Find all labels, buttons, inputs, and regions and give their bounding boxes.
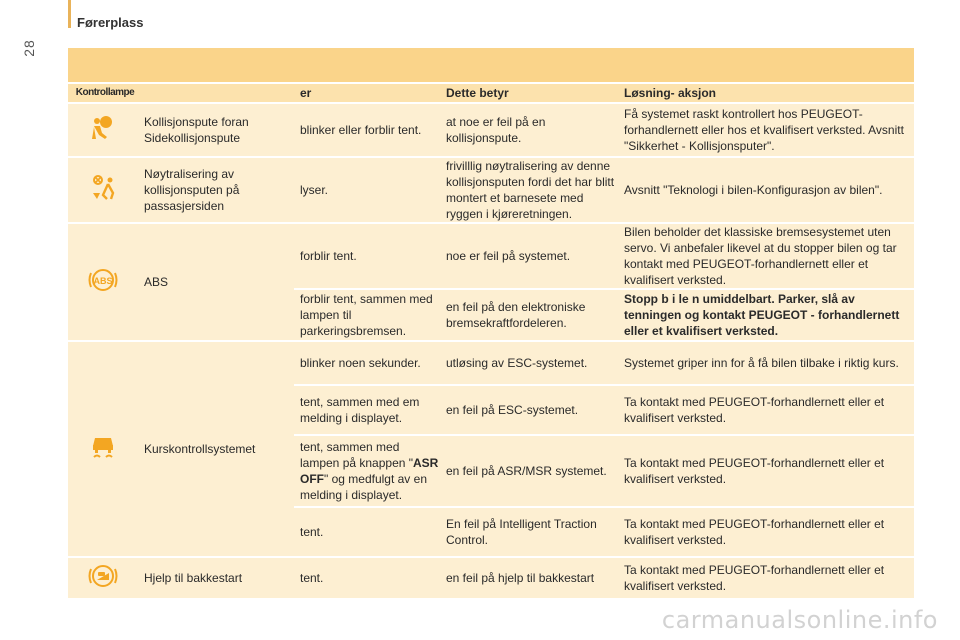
lamp-solution: Ta kontakt med PEUGEOT-forhandlernett eller et kvalifisert verksted.: [618, 558, 914, 598]
lamp-name: Hjelp til bakkestart: [138, 558, 294, 598]
lamp-meaning: en feil på den elektroniske bremsekraftfordeleren.: [440, 290, 618, 340]
lamp-solution: Stopp b i le n umiddelbart. Parker, slå av tenningen og kontakt PEUGEOT - forhandlernett eller et kvalifisert verksted.: [618, 290, 914, 340]
lamp-meaning: en feil på ASR/MSR systemet.: [440, 436, 618, 506]
lamp-meaning: En feil på Intelligent Traction Control.: [440, 508, 618, 556]
hill-start-assist-icon: [88, 561, 118, 591]
lamp-solution: Avsnitt "Teknologi i bilen-Konfigurasjon av bilen".: [618, 158, 914, 222]
lamp-state: tent.: [294, 508, 440, 556]
lamp-state: tent.: [294, 558, 440, 598]
lamp-cell: [68, 158, 138, 222]
lamp-name: ABS: [138, 224, 294, 340]
lamp-cell: [68, 342, 138, 556]
lamp-state: lyser.: [294, 158, 440, 222]
column-header-name: [138, 84, 294, 102]
lamp-solution: Ta kontakt med PEUGEOT-forhandlernett eller et kvalifisert verksted.: [618, 386, 914, 434]
lamp-cell: [68, 104, 138, 156]
lamp-meaning: en feil på ESC-systemet.: [440, 386, 618, 434]
abs-icon: [88, 265, 118, 295]
lamp-state: blinker eller forblir tent.: [294, 104, 440, 156]
lamp-meaning: frivilllig nøytralisering av denne kollisjonsputen fordi det har blitt montert et barnesete med ryggen i kjøreretningen.: [440, 158, 618, 222]
column-header-lamp: Kontrollampe: [68, 84, 138, 102]
table-row: [68, 104, 914, 156]
lamp-name: Nøytralisering av kollisjonsputen på passasjersiden: [138, 158, 294, 222]
table-row: [68, 342, 914, 384]
lamp-solution: Få systemet raskt kontrollert hos PEUGEOT-forhandlernett eller hos et kvalifisert verksted. Avsnitt "Sikkerhet - Kollisjonsputer".: [618, 104, 914, 156]
table-row: [68, 158, 914, 222]
lamp-meaning: utløsing av ESC-systemet.: [440, 342, 618, 384]
lamp-state: tent, sammen med lampen på knappen "ASR OFF" og medfulgt av en melding i displayet.: [294, 436, 440, 506]
column-header-solution: Løsning- aksjon: [618, 84, 914, 102]
passenger-airbag-off-icon: [88, 173, 118, 203]
table-row: [68, 558, 914, 598]
table-header-band: [68, 48, 914, 82]
watermark: carmanualsonline.info: [661, 606, 938, 634]
table-row: [68, 224, 914, 288]
lamp-cell: [68, 558, 138, 598]
svg-text:ABS: ABS: [93, 276, 113, 286]
column-header-state: er: [294, 84, 440, 102]
lamp-state: blinker noen sekunder.: [294, 342, 440, 384]
lamp-state: forblir tent.: [294, 224, 440, 288]
lamp-solution: Ta kontakt med PEUGEOT-forhandlernett eller et kvalifisert verksted.: [618, 436, 914, 506]
lamp-meaning: at noe er feil på en kollisjonspute.: [440, 104, 618, 156]
lamp-solution: Ta kontakt med PEUGEOT-forhandlernett eller et kvalifisert verksted.: [618, 508, 914, 556]
column-header-row: [68, 84, 914, 102]
section-title: Førerplass: [77, 15, 144, 30]
lamp-meaning: noe er feil på systemet.: [440, 224, 618, 288]
section-marker: [68, 0, 71, 28]
page-number: 28: [20, 39, 37, 57]
lamp-name: Kollisjonspute foran Sidekollisjonspute: [138, 104, 294, 156]
column-header-meaning: Dette betyr: [440, 84, 618, 102]
lamp-solution: Systemet griper inn for å få bilen tilbake i riktig kurs.: [618, 342, 914, 384]
lamp-solution: Bilen beholder det klassiske bremsesystemet uten servo. Vi anbefaler likevel at du stopper bilen og tar kontakt med PEUGEOT-forhandlernett eller et kvalifisert verksted.: [618, 224, 914, 288]
lamp-meaning: en feil på hjelp til bakkestart: [440, 558, 618, 598]
esc-skid-icon: [88, 432, 118, 462]
airbag-warning-icon: [88, 113, 118, 143]
lamp-name: Kurskontrollsystemet: [138, 342, 294, 556]
lamp-cell: [68, 224, 138, 340]
lamp-state: forblir tent, sammen med lampen til parkeringsbremsen.: [294, 290, 440, 340]
warning-lamp-table: [68, 46, 914, 600]
lamp-state: tent, sammen med em melding i displayet.: [294, 386, 440, 434]
